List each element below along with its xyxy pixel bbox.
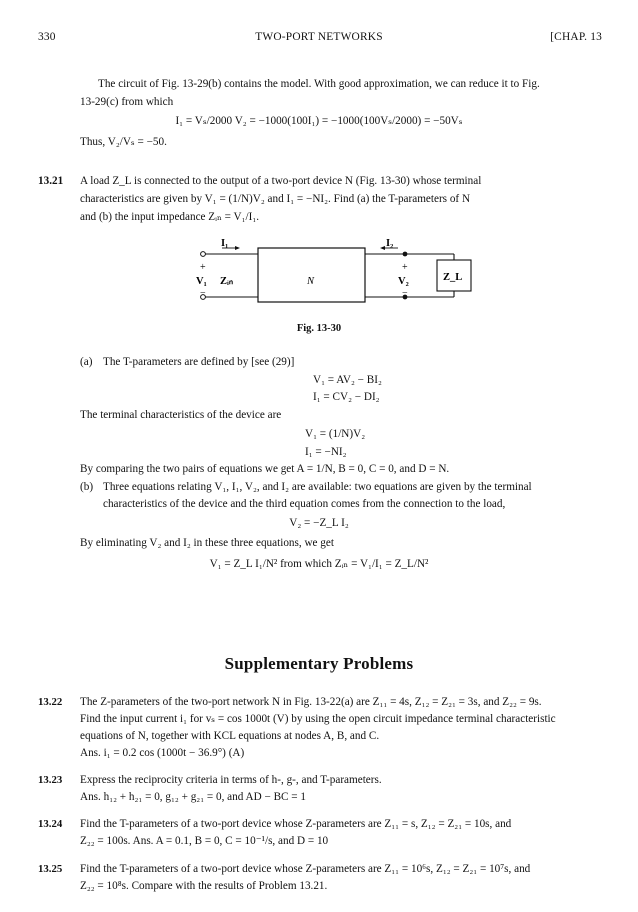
intro-equation: I₁ = Vₛ/2000 V₂ = −1000(100I₁) = −1000(100Vₛ/2000) = −50Vₛ bbox=[175, 115, 463, 127]
problem-13-23-answer: Ans. h₁₂ + h₂₁ = 0, g₁₂ + g₂₁ = 0, and AD − BC = 1 bbox=[80, 791, 306, 803]
label-plus-left: + bbox=[200, 262, 206, 273]
problem-number-13-25: 13.25 bbox=[38, 863, 63, 875]
part-b-line-1: Three equations relating V₁, I₁, V₂, and I₂ are available: two equations are given by the terminal bbox=[103, 481, 532, 493]
two-port-box bbox=[258, 248, 365, 302]
label-N: N bbox=[307, 276, 315, 287]
part-a-line-3: By comparing the two pairs of equations we get A = 1/N, B = 0, C = 0, and D = N. bbox=[80, 463, 450, 475]
part-b-eq-1: V₂ = −Z_L I₂ bbox=[289, 517, 349, 529]
label-minus-left: − bbox=[200, 288, 206, 299]
problem-13-21-line-2: characteristics are given by V₁ = (1/N)V₂ and I₁ = −NI₂. Find (a) the T-parameters of N bbox=[80, 193, 471, 205]
problem-13-22-answer: Ans. i₁ = 0.2 cos (1000t − 36.9°) (A) bbox=[80, 747, 245, 759]
problem-number-13-22: 13.22 bbox=[38, 696, 63, 708]
problem-13-25-line-2: Z₂₂ = 10⁸s. Compare with the results of Problem 13.21. bbox=[80, 880, 328, 892]
output-terminal-top bbox=[403, 252, 408, 257]
intro-line-1: The circuit of Fig. 13-29(b) contains the model. With good approximation, we can reduce it to Fig. bbox=[98, 78, 540, 90]
input-terminal-top bbox=[201, 252, 206, 257]
problem-number-13-21: 13.21 bbox=[38, 175, 64, 187]
label-I1: I₁ bbox=[221, 238, 229, 249]
problem-13-22-line-2: Find the input current i₁ for vₛ = cos 1000t (V) by using the open circuit impedance terminal characteristic bbox=[80, 713, 556, 725]
part-b-line-3: By eliminating V₂ and I₂ in these three equations, we get bbox=[80, 537, 334, 549]
label-minus-right: − bbox=[402, 288, 408, 299]
problem-13-24-line-2: Z₂₂ = 100s. Ans. A = 0.1, B = 0, C = 10⁻¹/s, and D = 10 bbox=[80, 835, 329, 847]
label-ZL: Z_L bbox=[443, 272, 463, 283]
label-I2: I₂ bbox=[386, 238, 394, 249]
part-a-eq-2: I₁ = CV₂ − DI₂ bbox=[313, 391, 380, 403]
part-b-line-2: characteristics of the device and the third equation comes from the connection to the load, bbox=[103, 498, 506, 510]
label-V1: V₁ bbox=[196, 276, 207, 287]
page-number: 330 bbox=[38, 31, 56, 43]
section-title: Supplementary Problems bbox=[224, 654, 414, 673]
problem-13-25-line-1: Find the T-parameters of a two-port device whose Z-parameters are Z₁₁ = 10⁶s, Z₁₂ = Z₂₁ = 10⁷s, and bbox=[80, 863, 531, 875]
part-a-line-1: The T-parameters are defined by [see (29)] bbox=[103, 356, 295, 368]
intro-line-2: 13-29(c) from which bbox=[80, 96, 174, 108]
part-b-label: (b) bbox=[80, 481, 94, 493]
figure-caption: Fig. 13-30 bbox=[296, 323, 342, 334]
chapter-label: [CHAP. 13 bbox=[550, 31, 602, 43]
problem-13-24-line-1: Find the T-parameters of a two-port device whose Z-parameters are Z₁₁ = s, Z₁₂ = Z₂₁ = 10s, and bbox=[80, 818, 512, 830]
part-a-eq-3: V₁ = (1/N)V₂ bbox=[305, 428, 366, 440]
intro-thus: Thus, V₂/Vₛ = −50. bbox=[80, 136, 167, 148]
circuit-diagram-fig-13-30 bbox=[0, 235, 638, 325]
problem-number-13-23: 13.23 bbox=[38, 774, 63, 786]
label-V2: V₂ bbox=[398, 276, 409, 287]
part-a-line-2: The terminal characteristics of the device are bbox=[80, 409, 282, 421]
label-Zin: Zᵢₙ bbox=[220, 276, 234, 287]
part-b-eq-2: V₁ = Z_L I₁/N² from which Zᵢₙ = V₁/I₁ = Z_L/N² bbox=[209, 558, 429, 570]
problem-number-13-24: 13.24 bbox=[38, 818, 63, 830]
problem-13-22-line-1: The Z-parameters of the two-port network N in Fig. 13-22(a) are Z₁₁ = 4s, Z₁₂ = Z₂₁ = 3s, and Z₂₂ = 9s. bbox=[80, 696, 542, 708]
running-title: TWO-PORT NETWORKS bbox=[255, 31, 383, 43]
problem-13-23-line-1: Express the reciprocity criteria in terms of h-, g-, and T-parameters. bbox=[80, 774, 382, 786]
label-plus-right: + bbox=[402, 262, 408, 273]
part-a-label: (a) bbox=[80, 356, 93, 368]
part-a-eq-4: I₁ = −NI₂ bbox=[305, 446, 347, 458]
problem-13-21-line-3: and (b) the input impedance Zᵢₙ = V₁/I₁. bbox=[80, 211, 260, 223]
problem-13-22-line-3: equations of N, together with KCL equations at nodes A, B, and C. bbox=[80, 730, 380, 742]
problem-13-21-line-1: A load Z_L is connected to the output of a two-port device N (Fig. 13-30) whose terminal bbox=[80, 175, 482, 187]
part-a-eq-1: V₁ = AV₂ − BI₂ bbox=[313, 374, 382, 386]
